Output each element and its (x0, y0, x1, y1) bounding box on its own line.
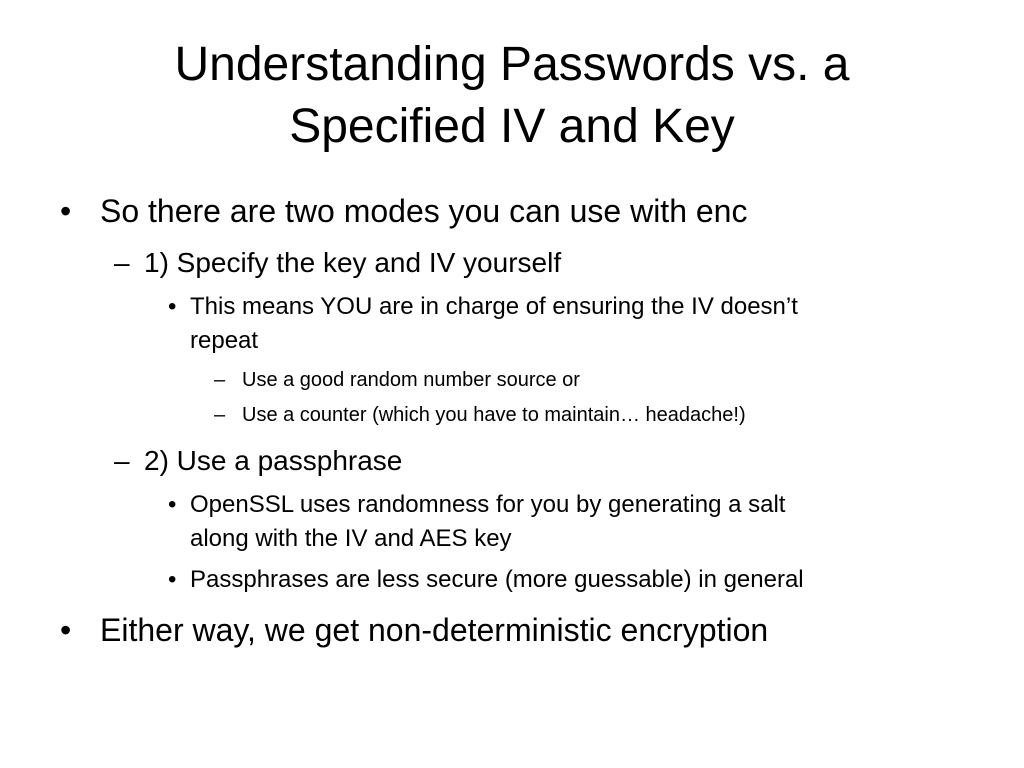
sub-sub-item-text-line-1: This means YOU are in charge of ensuring the IV doesn’t (190, 293, 798, 320)
sub-item-text: 2) Use a passphrase (144, 445, 403, 476)
sub-sub-item-text: Passphrases are less secure (more guessable) in general (190, 566, 804, 593)
slide-title-line-1: Understanding Passwords vs. a (174, 38, 850, 91)
dash-marker: – (114, 247, 130, 278)
bullet-marker: • (168, 293, 177, 320)
dash-marker: – (214, 369, 226, 391)
bullet-marker: • (60, 193, 72, 229)
sub-sub-item-text-line-2: repeat (190, 327, 259, 354)
slide-title (60, 34, 964, 158)
level4-item-text: Use a good random number source or (242, 369, 580, 391)
sub-sub-item-text-line-2: along with the IV and AES key (190, 525, 512, 552)
slide-title-line-2: Specified IV and Key (289, 100, 735, 153)
sub-sub-item-text-line-1: OpenSSL uses randomness for you by generating a salt (190, 491, 786, 518)
bullet-text: So there are two modes you can use with enc (100, 193, 748, 229)
level4-item-text: Use a counter (which you have to maintain… headache!) (242, 404, 746, 426)
bullet-marker: • (168, 566, 177, 593)
sub-item-text: 1) Specify the key and IV yourself (144, 247, 562, 278)
bullet-marker: • (60, 612, 72, 648)
bullet-marker: • (168, 491, 177, 518)
dash-marker: – (214, 404, 226, 426)
bullet-text: Either way, we get non-deterministic encryption (100, 612, 769, 648)
dash-marker: – (114, 445, 130, 476)
